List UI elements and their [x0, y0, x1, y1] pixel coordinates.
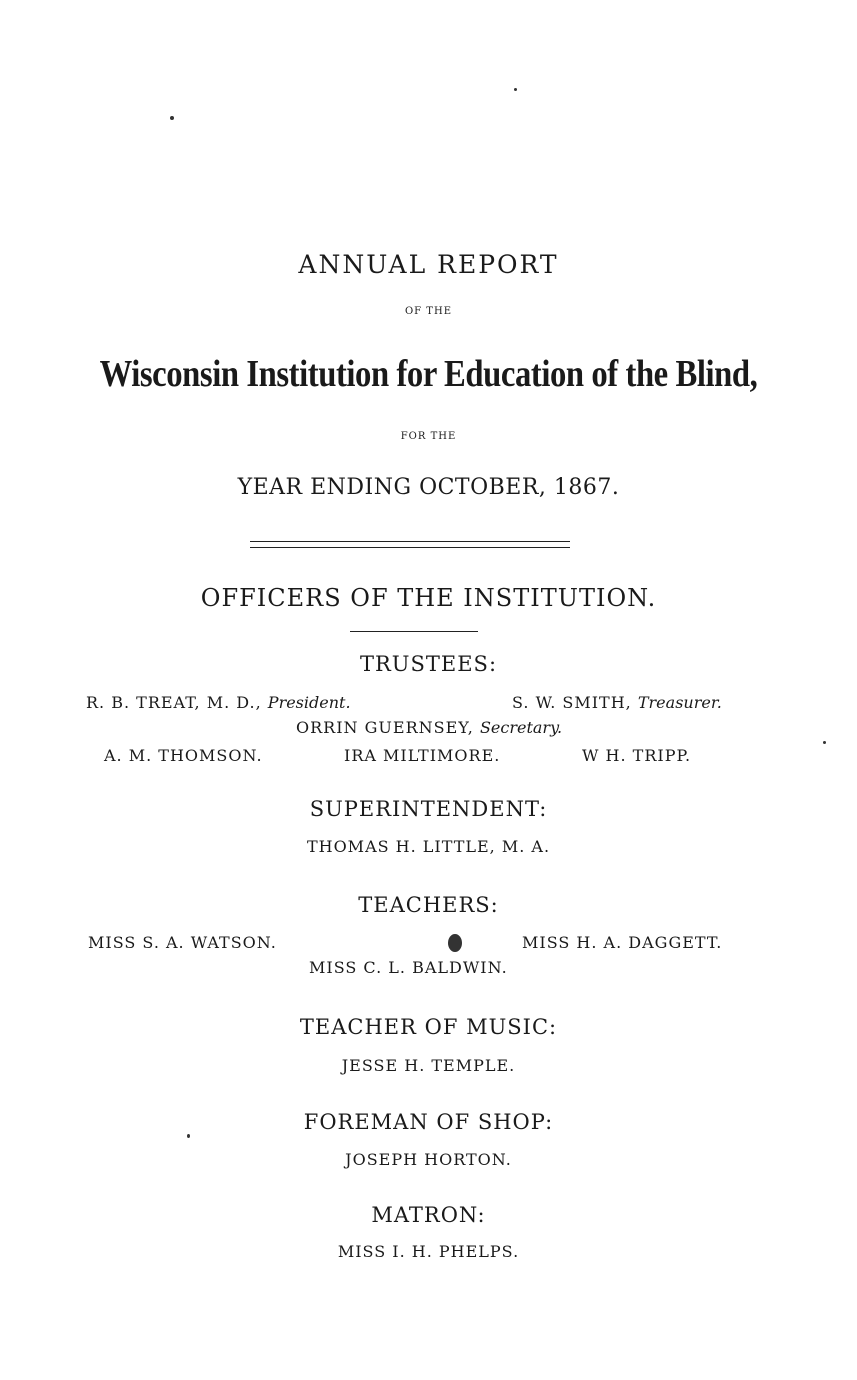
superintendent-heading: SUPERINTENDENT: [309, 797, 548, 821]
teacher-baldwin: MISS C. L. BALDWIN. [309, 958, 508, 977]
officers-heading: OFFICERS OF THE INSTITUTION. [200, 584, 657, 612]
scan-speck [187, 1134, 190, 1138]
trustee-smith-role: Treasurer. [637, 693, 722, 712]
superintendent-name: THOMAS H. LITTLE, M. A. [306, 837, 551, 856]
of-the-caption: OF THE [404, 306, 452, 317]
for-the-caption: FOR THE [400, 431, 457, 442]
matron-heading: MATRON: [371, 1203, 486, 1227]
short-rule-divider [350, 631, 478, 632]
trustee-guernsey-name: ORRIN GUERNSEY, [296, 718, 474, 737]
trustee-smith [512, 693, 722, 712]
year-line: YEAR ENDING OCTOBER, 1867. [237, 475, 620, 500]
ink-blot [448, 934, 462, 952]
foreman-heading: FOREMAN OF SHOP: [303, 1110, 554, 1134]
report-title: ANNUAL REPORT [298, 250, 559, 279]
foreman-name: JOSEPH HORTON. [345, 1150, 512, 1169]
trustee-thomson: A. M. THOMSON. [104, 746, 263, 765]
trustee-smith-name: S. W. SMITH, [512, 693, 632, 712]
institution-name: Wisconsin Institution for Education of the Blind, [99, 353, 758, 395]
trustee-treat-role: President. [267, 693, 351, 712]
matron-name: MISS I. H. PHELPS. [337, 1242, 520, 1261]
trustee-guernsey [296, 718, 562, 737]
trustee-guernsey-role: Secretary. [479, 718, 563, 737]
teacher-watson: MISS S. A. WATSON. [88, 933, 277, 952]
scan-speck [823, 741, 826, 744]
scan-speck [514, 88, 517, 91]
music-teacher-heading: TEACHER OF MUSIC: [299, 1015, 558, 1039]
trustee-treat-name: R. B. TREAT, M. D., [86, 693, 262, 712]
trustee-tripp: W H. TRIPP. [582, 746, 692, 765]
trustee-miltimore: IRA MILTIMORE. [344, 746, 501, 765]
music-teacher-name: JESSE H. TEMPLE. [341, 1056, 516, 1075]
double-rule-divider [250, 541, 570, 548]
scan-speck [170, 116, 174, 120]
teachers-heading: TEACHERS: [358, 893, 499, 917]
trustees-heading: TRUSTEES: [359, 652, 498, 676]
teacher-daggett: MISS H. A. DAGGETT. [522, 933, 723, 952]
trustee-treat [86, 693, 351, 712]
